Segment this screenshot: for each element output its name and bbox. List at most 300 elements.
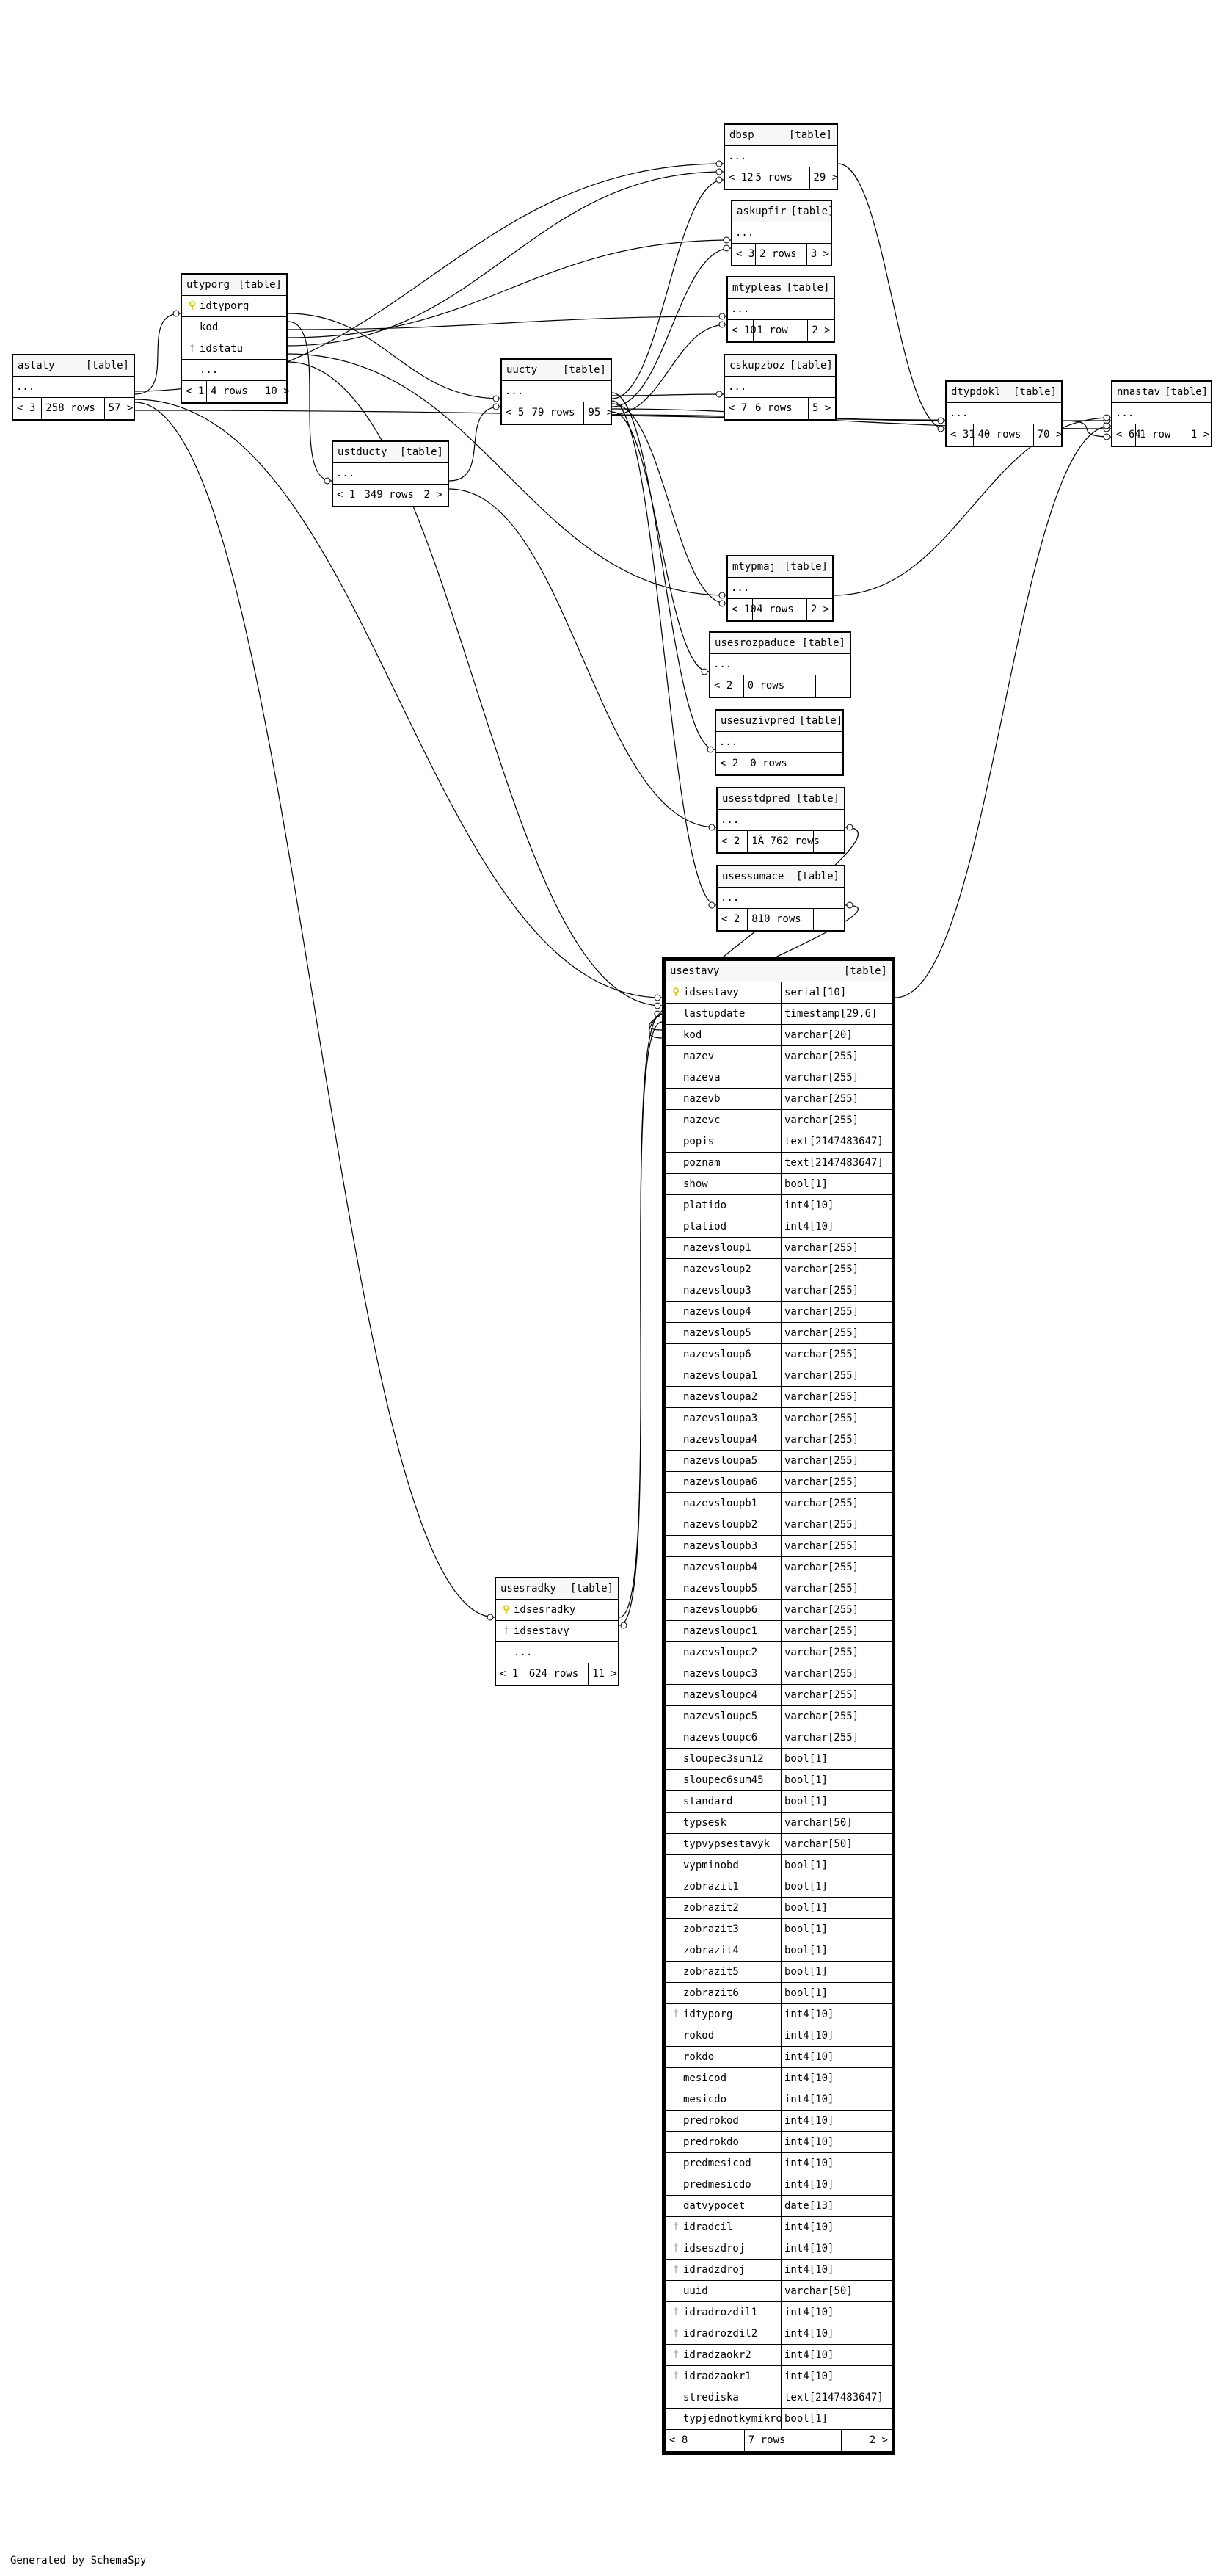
child-count[interactable]: 5 > — [812, 402, 831, 414]
child-count[interactable]: 1 > — [1190, 429, 1210, 440]
table-usestavy[interactable] — [662, 957, 895, 2455]
column-name: nazevsloup6 — [683, 1349, 751, 1360]
column-name: predmesicdo — [683, 2179, 751, 2191]
table-usesrozpaduce[interactable] — [709, 631, 851, 698]
column-row — [666, 1344, 892, 1365]
child-count[interactable]: 11 > — [592, 1668, 617, 1680]
foreign-key-icon: † — [673, 2328, 679, 2339]
parent-count[interactable]: < 64 — [1112, 424, 1136, 446]
child-count[interactable]: 2 > — [869, 2434, 888, 2446]
spacer-icon — [669, 1046, 683, 1067]
row-count: 5 rows — [751, 167, 809, 189]
column-datatype: date[13] — [784, 2200, 834, 2212]
column-row — [666, 1387, 892, 1408]
spacer-icon — [669, 1174, 683, 1194]
column-name: idradcil — [683, 2221, 733, 2233]
child-count[interactable]: 70 > — [1037, 429, 1063, 440]
spacer-icon — [669, 2089, 683, 2110]
column-row — [666, 1536, 892, 1557]
table-mtypmaj[interactable] — [726, 555, 834, 622]
table-dtypdokl[interactable] — [945, 380, 1063, 447]
parent-count[interactable]: < 5 — [502, 402, 528, 424]
spacer-icon — [669, 1983, 683, 2003]
column-row — [666, 2387, 892, 2409]
table-astaty[interactable] — [12, 354, 135, 421]
table-nnastav[interactable] — [1111, 380, 1212, 447]
table-usesradky[interactable] — [495, 1577, 619, 1686]
column-name: popis — [683, 1136, 715, 1147]
table-utyporg[interactable] — [181, 273, 288, 404]
table-name[interactable]: usesuzivpred — [721, 715, 795, 727]
edge-endpoint — [724, 245, 729, 251]
column-row — [725, 377, 835, 398]
table-ustducty[interactable] — [332, 440, 449, 507]
column-datatype: int4[10] — [784, 2370, 834, 2382]
child-count[interactable]: 95 > — [588, 407, 613, 418]
parent-count[interactable]: < 10 — [728, 320, 754, 341]
edge-endpoint — [724, 237, 729, 243]
column-datatype: timestamp[29,6] — [784, 1008, 878, 1020]
table-name[interactable]: utyporg — [186, 279, 230, 291]
column-row — [716, 732, 842, 753]
table-name[interactable]: dbsp — [729, 129, 754, 141]
row-count: 810 rows — [748, 909, 813, 930]
spacer-icon — [669, 1919, 683, 1940]
column-datatype: varchar[255] — [784, 1051, 859, 1062]
table-type-label: [table] — [562, 364, 606, 376]
column-datatype: int4[10] — [784, 2243, 834, 2254]
table-header — [716, 711, 842, 732]
table-type-label: [table] — [795, 793, 839, 805]
table-footer — [947, 424, 1061, 446]
table-type-label: [table] — [85, 360, 129, 371]
column-name: zobrazit5 — [683, 1966, 739, 1978]
child-count[interactable] — [814, 909, 844, 930]
parent-count[interactable]: < 10 — [728, 599, 753, 620]
column-name: nazevsloupa2 — [683, 1391, 758, 1403]
column-name: idstatu — [200, 343, 244, 355]
table-name[interactable]: cskupzboz — [729, 360, 785, 371]
column-datatype: int4[10] — [784, 2264, 834, 2276]
column-row — [666, 2174, 892, 2196]
spacer-icon — [669, 2196, 683, 2216]
column-datatype: varchar[255] — [784, 1710, 859, 1722]
column-row — [666, 2111, 892, 2132]
spacer-icon — [669, 1557, 683, 1578]
table-name[interactable]: mtypleas — [732, 282, 782, 294]
table-name[interactable]: usesrozpaduce — [715, 637, 795, 649]
table-name[interactable]: nnastav — [1117, 386, 1161, 398]
row-count: 79 rows — [528, 402, 585, 424]
relationship-edge — [612, 404, 726, 603]
table-type-label: [table] — [786, 282, 830, 294]
column-name: idtyporg — [200, 300, 249, 312]
column-row — [718, 810, 844, 831]
edge-endpoint — [716, 161, 722, 167]
edge-endpoint — [1104, 423, 1110, 429]
parent-count[interactable]: < 2 — [718, 831, 748, 852]
column-name: idtyporg — [683, 2009, 733, 2020]
table-name[interactable]: uucty — [506, 364, 538, 376]
column-datatype: varchar[255] — [784, 1412, 859, 1424]
table-footer — [182, 381, 290, 402]
column-row — [666, 1514, 892, 1536]
column-name: kod — [200, 322, 219, 333]
table-footer — [333, 485, 448, 506]
parent-count[interactable]: < 2 — [718, 909, 748, 930]
column-datatype: varchar[20] — [784, 1029, 853, 1041]
spacer-icon — [669, 2281, 683, 2301]
column-datatype: varchar[255] — [784, 1391, 859, 1403]
parent-count[interactable]: < 12 — [725, 167, 751, 189]
table-name[interactable]: usesstdpred — [722, 793, 790, 805]
spacer-icon — [185, 317, 200, 338]
parent-count[interactable]: < 2 — [710, 675, 744, 697]
column-row — [666, 1046, 892, 1067]
column-name: ... — [721, 814, 740, 826]
column-row — [496, 1600, 618, 1621]
row-count: 6 rows — [751, 398, 809, 419]
child-count[interactable]: 2 > — [423, 489, 442, 501]
row-count: 4 rows — [753, 599, 807, 620]
spacer-icon — [669, 1216, 683, 1237]
table-type-label: [table] — [788, 129, 832, 141]
column-row — [182, 360, 286, 381]
relationship-edge — [612, 180, 724, 399]
table-header — [728, 556, 832, 578]
table-name[interactable]: dtypdokl — [951, 386, 1001, 398]
column-name: nazevsloup2 — [683, 1263, 751, 1275]
column-datatype: varchar[255] — [784, 1625, 859, 1637]
column-row — [666, 1472, 892, 1493]
spacer-icon — [669, 1451, 683, 1471]
column-datatype: int4[10] — [784, 2328, 834, 2340]
table-usessumace[interactable] — [716, 865, 845, 932]
parent-count[interactable]: < 2 — [716, 753, 746, 774]
column-row — [666, 2153, 892, 2174]
column-row — [666, 2025, 892, 2047]
column-name: idseszdroj — [683, 2243, 746, 2254]
column-name: ... — [713, 658, 732, 670]
child-count[interactable]: 57 > — [108, 402, 134, 414]
child-count[interactable]: 10 > — [264, 385, 290, 397]
column-datatype: varchar[255] — [784, 1263, 859, 1275]
table-name[interactable]: mtypmaj — [732, 561, 776, 573]
column-row — [666, 1025, 892, 1046]
row-count: 7 rows — [745, 2430, 842, 2451]
parent-count[interactable]: < 8 — [666, 2430, 745, 2451]
column-datatype: bool[1] — [784, 1774, 828, 1786]
row-count: 1 row — [1136, 424, 1187, 446]
table-name[interactable]: usessumace — [722, 871, 784, 882]
table-askupfir[interactable] — [731, 200, 832, 266]
relationship-edge — [612, 401, 716, 905]
table-cskupzboz[interactable] — [724, 354, 837, 421]
column-datatype: int4[10] — [784, 2094, 834, 2105]
column-name: ... — [1115, 407, 1134, 419]
column-row — [666, 1962, 892, 1983]
column-datatype: text[2147483647] — [784, 1136, 884, 1147]
parent-count[interactable]: < 1 — [496, 1663, 525, 1685]
column-name: idradzaokr1 — [683, 2370, 751, 2382]
column-datatype: int4[10] — [784, 1200, 834, 1211]
column-row — [710, 654, 850, 675]
foreign-key-icon: † — [673, 2349, 679, 2360]
edge-endpoint — [173, 311, 179, 316]
column-row — [666, 1195, 892, 1216]
relationship-edge — [612, 394, 724, 396]
column-datatype: bool[1] — [784, 1860, 828, 1871]
column-row — [666, 1898, 892, 1919]
edge-endpoint — [655, 995, 660, 1001]
column-row — [666, 1004, 892, 1025]
spacer-icon — [669, 1621, 683, 1641]
row-count: 624 rows — [525, 1663, 589, 1685]
column-datatype: bool[1] — [784, 1178, 828, 1190]
spacer-icon — [669, 2025, 683, 2046]
table-name[interactable]: ustducty — [338, 446, 387, 458]
column-name: ... — [728, 381, 747, 393]
spacer-icon — [669, 1770, 683, 1790]
column-row — [666, 1451, 892, 1472]
foreign-key-icon: † — [189, 343, 195, 354]
column-name: nazevsloupc2 — [683, 1647, 758, 1658]
edge-endpoint — [621, 1622, 627, 1628]
column-row — [666, 1153, 892, 1174]
column-name: nazevb — [683, 1093, 721, 1105]
column-row — [666, 1706, 892, 1727]
spacer-icon — [669, 1408, 683, 1429]
table-usesstdpred[interactable] — [716, 787, 845, 854]
column-datatype: varchar[50] — [784, 1817, 853, 1829]
column-row — [666, 1600, 892, 1621]
column-row — [182, 317, 286, 338]
row-count: 349 rows — [360, 485, 420, 506]
column-name: zobrazit1 — [683, 1881, 739, 1893]
column-datatype: text[2147483647] — [784, 2392, 884, 2403]
relationship-edge — [612, 412, 709, 672]
column-row — [666, 1493, 892, 1514]
foreign-key-icon: † — [673, 2370, 679, 2381]
column-datatype: varchar[255] — [784, 1732, 859, 1744]
column-row — [666, 1365, 892, 1387]
table-uucty[interactable] — [500, 358, 612, 425]
column-datatype: varchar[255] — [784, 1370, 859, 1382]
child-count[interactable] — [814, 831, 844, 852]
column-name: nazevsloup3 — [683, 1285, 751, 1296]
column-row — [666, 1578, 892, 1600]
spacer-icon — [669, 1514, 683, 1535]
table-footer — [732, 244, 831, 265]
column-name: zobrazit2 — [683, 1902, 739, 1914]
relationship-edge — [288, 172, 724, 346]
row-count: 1 row — [754, 320, 809, 341]
column-datatype: varchar[255] — [784, 1306, 859, 1318]
spacer-icon — [669, 1493, 683, 1514]
edge-endpoint — [716, 391, 722, 397]
table-type-label: [table] — [784, 561, 828, 573]
column-name: platido — [683, 1200, 727, 1211]
table-name[interactable]: usestavy — [670, 965, 720, 977]
edge-endpoint — [719, 592, 725, 598]
column-datatype: varchar[255] — [784, 1434, 859, 1445]
column-name: idsestavy — [683, 987, 739, 998]
column-datatype: varchar[255] — [784, 1285, 859, 1296]
table-header — [710, 633, 850, 654]
edge-endpoint — [655, 1003, 660, 1009]
spacer-icon — [669, 1131, 683, 1152]
row-count: 0 rows — [746, 753, 812, 774]
row-count: 1Â 762 rows — [748, 831, 813, 852]
parent-count[interactable]: < 3 — [13, 398, 42, 419]
spacer-icon — [669, 2068, 683, 2089]
column-row — [666, 2345, 892, 2366]
column-datatype: bool[1] — [784, 1902, 828, 1914]
column-name: nazevsloupb6 — [683, 1604, 758, 1616]
column-row — [666, 2132, 892, 2153]
column-row — [502, 381, 611, 402]
relationship-edge — [449, 489, 716, 827]
table-type-label: [table] — [843, 965, 887, 977]
table-header — [13, 355, 134, 377]
row-count: 0 rows — [744, 675, 817, 697]
spacer-icon — [669, 1791, 683, 1812]
column-datatype: int4[10] — [784, 2115, 834, 2127]
column-datatype: varchar[255] — [784, 1093, 859, 1105]
child-count[interactable]: 2 > — [810, 603, 830, 615]
spacer-icon — [669, 2174, 683, 2195]
column-name: ... — [731, 582, 750, 594]
column-row — [666, 982, 892, 1004]
column-row — [666, 1749, 892, 1770]
column-row — [666, 2238, 892, 2260]
column-datatype: text[2147483647] — [784, 1157, 884, 1169]
column-row — [496, 1642, 618, 1663]
column-row — [666, 2004, 892, 2025]
edge-endpoint — [702, 669, 707, 675]
column-datatype: varchar[255] — [784, 1604, 859, 1616]
column-datatype: varchar[255] — [784, 1498, 859, 1509]
spacer-icon — [499, 1642, 514, 1663]
column-name: zobrazit3 — [683, 1923, 739, 1935]
spacer-icon — [669, 1089, 683, 1109]
column-datatype: varchar[255] — [784, 1689, 859, 1701]
relationship-edge — [619, 1022, 662, 1625]
relationship-edge — [838, 164, 945, 429]
column-name: datvypocet — [683, 2200, 746, 2212]
column-name: zobrazit4 — [683, 1945, 739, 1956]
relationship-edge — [135, 402, 495, 1617]
table-footer — [718, 831, 844, 852]
column-name: nazevsloupb1 — [683, 1498, 758, 1509]
child-count[interactable]: 2 > — [812, 324, 831, 336]
row-count: 40 rows — [974, 424, 1033, 446]
column-datatype: varchar[50] — [784, 1838, 853, 1850]
parent-count[interactable]: < 3 — [732, 244, 756, 265]
column-name: ... — [200, 364, 219, 376]
column-datatype: bool[1] — [784, 2413, 828, 2425]
edge-endpoint — [709, 824, 715, 830]
parent-count[interactable]: < 7 — [725, 398, 751, 419]
column-name: idsesradky — [514, 1604, 576, 1616]
column-row — [666, 1855, 892, 1876]
edge-endpoint — [847, 902, 853, 908]
table-dbsp[interactable] — [724, 123, 838, 190]
column-row — [666, 1727, 892, 1749]
column-datatype: int4[10] — [784, 1221, 834, 1233]
column-name: typjednotkymikro — [683, 2413, 782, 2425]
table-name[interactable]: usesradky — [500, 1583, 556, 1594]
table-name[interactable]: askupfir — [737, 206, 787, 217]
table-footer — [718, 909, 844, 930]
column-datatype: varchar[255] — [784, 1583, 859, 1594]
column-name: typsesk — [683, 1817, 727, 1829]
column-row — [666, 1408, 892, 1429]
parent-count[interactable]: < 1 — [182, 381, 207, 402]
column-row — [666, 1089, 892, 1110]
spacer-icon — [669, 1259, 683, 1280]
child-count[interactable] — [816, 675, 850, 697]
child-count[interactable]: 29 > — [813, 172, 839, 184]
spacer-icon — [669, 1472, 683, 1492]
table-usesuzivpred[interactable] — [715, 709, 844, 776]
child-count[interactable]: 3 > — [810, 248, 830, 260]
column-datatype: int4[10] — [784, 2051, 834, 2063]
spacer-icon — [669, 1876, 683, 1897]
column-name: nazevsloupa3 — [683, 1412, 758, 1424]
table-name[interactable]: astaty — [18, 360, 55, 371]
column-row — [666, 2323, 892, 2345]
edge-endpoint — [719, 601, 725, 606]
column-row — [666, 1919, 892, 1940]
table-type-label: [table] — [789, 360, 833, 371]
column-datatype: int4[10] — [784, 2179, 834, 2191]
column-row — [666, 1067, 892, 1089]
column-name: nazeva — [683, 1072, 721, 1084]
column-row — [725, 146, 837, 167]
edge-endpoint — [1104, 434, 1110, 440]
spacer-icon — [669, 1600, 683, 1620]
column-datatype: bool[1] — [784, 1966, 828, 1978]
column-datatype: varchar[255] — [784, 1476, 859, 1488]
column-name: nazevsloupc4 — [683, 1689, 758, 1701]
parent-count[interactable]: < 1 — [333, 485, 360, 506]
column-row — [666, 2260, 892, 2281]
column-row — [182, 338, 286, 360]
column-row — [666, 2302, 892, 2323]
spacer-icon — [669, 1578, 683, 1599]
column-datatype: bool[1] — [784, 1945, 828, 1956]
column-row — [732, 222, 831, 244]
parent-count[interactable]: < 31 — [947, 424, 974, 446]
table-mtypleas[interactable] — [726, 276, 835, 343]
spacer-icon — [669, 1195, 683, 1216]
child-count[interactable] — [812, 753, 842, 774]
spacer-icon — [669, 1749, 683, 1769]
table-footer — [728, 599, 832, 620]
column-row — [182, 296, 286, 317]
table-header — [725, 355, 835, 377]
column-row — [666, 1238, 892, 1259]
column-name: lastupdate — [683, 1008, 746, 1020]
column-datatype: int4[10] — [784, 2136, 834, 2148]
spacer-icon — [669, 1280, 683, 1301]
column-datatype: varchar[255] — [784, 1072, 859, 1084]
column-name: nazevsloupc3 — [683, 1668, 758, 1680]
column-name: sloupec3sum12 — [683, 1753, 764, 1765]
spacer-icon — [669, 1813, 683, 1833]
column-datatype: varchar[255] — [784, 1455, 859, 1467]
